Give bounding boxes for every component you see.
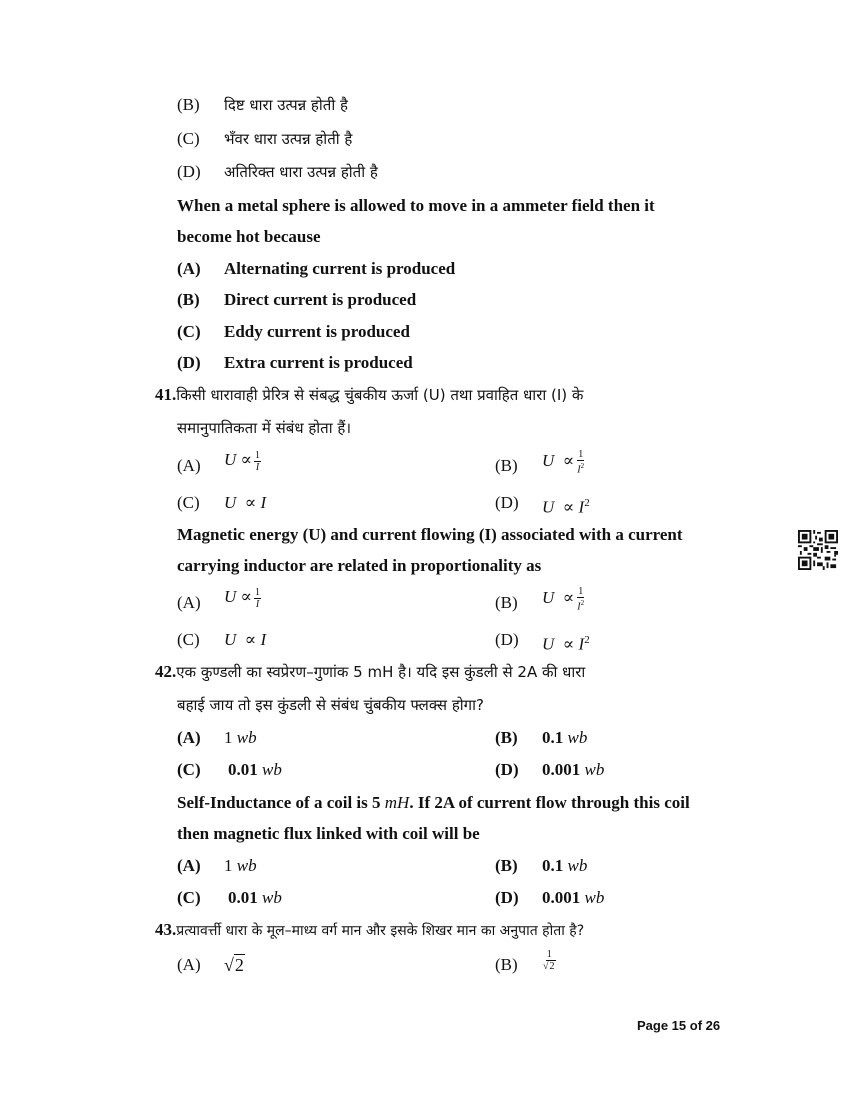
qr-code-icon [798, 530, 838, 570]
option-value: 1 wb [224, 856, 257, 875]
q40-en-question-line2: become hot because [177, 227, 321, 246]
q41-en-line2: carrying inductor are related in proportionality as [177, 556, 542, 575]
q42-hi-line1 [155, 661, 585, 683]
option-formula: U ∝ $\frac{1}{I^2}$ [542, 449, 585, 476]
option-value: 0.1 wb [542, 728, 588, 747]
question-number: 43. [155, 920, 177, 939]
option-value: √2 [224, 955, 244, 975]
option-label: (A) [177, 259, 201, 278]
option-label: (B) [495, 728, 518, 747]
q42-hi-line2: बहाई जाय तो इस कुंडली से संबंध चुंबकीय फ्लक्स होगा? [177, 696, 484, 714]
option-value: 0.01 wb [228, 888, 282, 907]
option-value: 0.1 wb [542, 856, 588, 875]
option-label: (A) [177, 593, 201, 612]
option-value: 1 wb [224, 728, 257, 747]
option-value: 0.001 wb [542, 760, 605, 779]
option-formula: U ∝ $\frac{1}{I^2}$ [542, 586, 585, 613]
option-formula: U ∝ I [224, 630, 267, 649]
option-formula: U ∝ $\frac{1}{I}$ [224, 586, 261, 610]
option-label: (B) [495, 955, 518, 974]
option-label: (D) [177, 353, 201, 372]
option-label: (B) [495, 856, 518, 875]
option-label: (C) [177, 493, 200, 512]
option-label: (A) [177, 456, 201, 475]
q42-en-line2: then magnetic flux linked with coil will be [177, 824, 480, 843]
option-text: Eddy current is produced [224, 322, 410, 341]
option-label: (C) [177, 129, 200, 148]
q43-hi-line1 [155, 919, 584, 942]
option-formula: U ∝ I [224, 493, 267, 512]
option-label: (A) [177, 856, 201, 875]
option-value: $\frac{1}{√2}$ [543, 948, 555, 972]
page-number: Page 15 of 26 [637, 1018, 721, 1033]
option-formula: $U \propto I^2$ [542, 497, 590, 517]
option-text: भँवर धारा उत्पन्न होती है [224, 130, 353, 148]
option-label: (B) [177, 95, 200, 114]
option-text: Extra current is produced [224, 353, 413, 372]
question-text: प्रत्यावर्त्ती धारा के मूल–माध्य वर्ग मान और इसके शिखर मान का अनुपात होता है? [176, 923, 585, 939]
option-label: (D) [495, 630, 519, 649]
q42-en-line1: Self-Inductance of a coil is 5 mH. If 2A of current flow through this coil [177, 793, 690, 812]
option-label: (C) [177, 888, 201, 907]
question-text: एक कुण्डली का स्वप्रेरण–गुणांक 5 mH है। यदि इस कुंडली से 2A की धारा [176, 663, 586, 681]
option-label: (B) [495, 593, 518, 612]
option-text: Direct current is produced [224, 290, 417, 309]
question-text: किसी धारावाही प्रेरित्र से संबद्ध चुंबकीय ऊर्जा (U) तथा प्रवाहित धारा (I) के [176, 386, 584, 404]
option-label: (B) [177, 290, 200, 309]
option-label: (C) [177, 760, 201, 779]
option-formula: $U \propto I^2$ [542, 634, 590, 654]
option-text: अतिरिक्त धारा उत्पन्न होती है [224, 163, 378, 181]
option-label: (D) [495, 888, 519, 907]
q41-hi-line1 [155, 384, 583, 406]
option-text: दिष्ट धारा उत्पन्न होती है [224, 96, 348, 114]
option-label: (C) [177, 630, 200, 649]
q41-en-line1: Magnetic energy (U) and current flowing (I) associated with a current [177, 525, 683, 544]
option-label: (D) [495, 493, 519, 512]
option-label: (C) [177, 322, 201, 341]
option-label: (B) [495, 456, 518, 475]
option-formula: U ∝ $\frac{1}{I}$ [224, 449, 261, 473]
question-number: 41. [155, 385, 177, 404]
option-text: Alternating current is produced [224, 259, 456, 278]
q40-en-question-line1: When a metal sphere is allowed to move in a ammeter field then it [177, 196, 655, 215]
option-label: (A) [177, 728, 201, 747]
option-value: 0.001 wb [542, 888, 605, 907]
q41-hi-line2: समानुपातिकता में संबंध होता हैं। [177, 419, 352, 437]
option-label: (A) [177, 955, 201, 974]
question-number: 42. [155, 662, 177, 681]
option-value: 0.01 wb [228, 760, 282, 779]
option-label: (D) [177, 162, 201, 181]
option-label: (D) [495, 760, 519, 779]
